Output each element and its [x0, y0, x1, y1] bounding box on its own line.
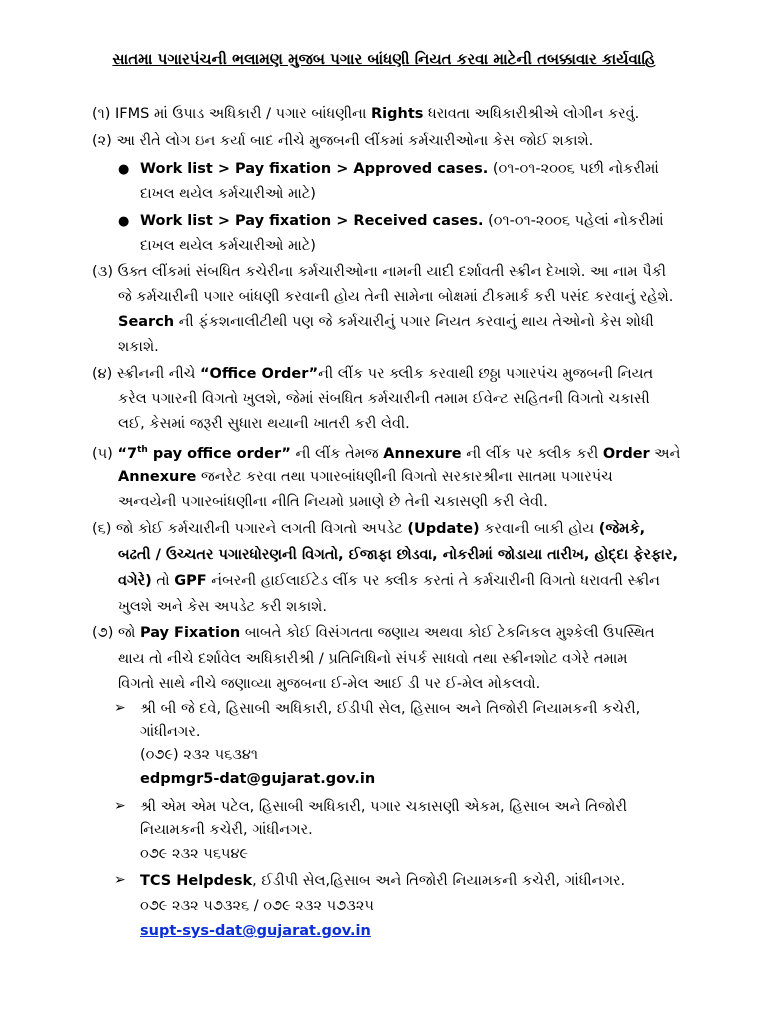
arrowhead-bullet-icon: ➢ — [114, 700, 126, 716]
step-text: બાબતે કોઈ વિસંગતતા જણાય અથવા કોઈ ટેકનિકલ મુશ્કેલી ઉપસ્થિત — [240, 625, 655, 641]
step-text: આ રીતે લોગ ઇન કર્યા બાદ નીચે મુજબની લીંકમાં કર્મચારીઓના કેસ જોઈ શકાશે. — [116, 133, 594, 149]
step-text: જનરેટ કરવા તથા પગારબાંધણીની વિગતો સરકારશ્રીના સાતમા પગારપંચ — [196, 469, 613, 485]
step-4-line-1 — [92, 365, 692, 383]
step-text: ની લીંક તેમજ — [290, 445, 384, 462]
step-6-line-2 — [118, 546, 690, 564]
step-text: જો કોઈ કર્મચારીની પગારને લગતી વિગતો અપડેટ — [116, 521, 408, 537]
step-number: (૩) — [92, 264, 113, 280]
contact-1-email[interactable]: edpmgr5-dat@gujarat.gov.in — [140, 771, 376, 787]
step-5-line-3: અન્વયેની પગારબાંધણીના નીતિ નિયમો પ્રમાણે છે તેની ચકાસણી કરી લેવી. — [118, 494, 548, 510]
step-text: કરવાની બાકી હોય — [479, 521, 599, 537]
step-1 — [92, 105, 692, 123]
step-7-line-1 — [92, 624, 692, 642]
page-title: સાતમા પગારપંચની ભલામણ મુજબ પગાર બાંધણી નિયત કરવા માટેની તબક્કાવાર કાર્યવાહિ — [112, 50, 656, 68]
contact-2-line-1: શ્રી એમ એમ પટેલ, હિસાબી અધિકારી, પગાર ચકાસણી એકમ, હિસાબ અને તિજોરી — [140, 799, 627, 815]
order-term: Order — [602, 445, 650, 462]
step-2 — [92, 132, 692, 150]
contact-2-phone: ૦૭૯ ૨૩૨ ૫૬૫૪૯ — [140, 846, 249, 862]
step-7-line-2: થાય તો નીચે દર્શાવેલ અધિકારીશ્રી / પ્રતિનિધિનો સંપર્ક સાધવો તથા સ્ક્રીનશોટ વગેરે તમામ — [118, 651, 628, 667]
step-number: (૬) — [92, 521, 112, 537]
office-order-term: “Office Order” — [200, 366, 319, 382]
pay-office-order-term: pay office order” — [147, 445, 291, 462]
seventh-pay-term: “7 — [117, 445, 138, 462]
step-3-line-1 — [92, 263, 692, 281]
step-text: ની લીંક પર ક્લીક કરવાથી છઠ્ઠા પગારપંચ મુજબની નિયત — [318, 366, 654, 382]
rights-term: Rights — [370, 106, 424, 122]
bullet-dot-icon: ● — [118, 214, 130, 229]
example-term: (જેમકે, — [598, 521, 646, 537]
step-3-line-4: શકાશે. — [118, 339, 159, 355]
step-5-line-1 — [92, 441, 692, 463]
pay-fixation-term: Pay Fixation — [139, 625, 241, 641]
step-6-line-4: ખુલશે અને કેસ અપડેટ કરી શકાશે. — [118, 599, 327, 615]
search-term: Search — [118, 314, 175, 330]
contact-3-phone: ૦૭૯ ૨૩૨ ૫૭૩૨૬ / ૦૭૯ ૨૩૨ ૫૭૩૨૫ — [140, 898, 374, 914]
contact-1-line-1: શ્રી બી જે દવે, હિસાબી અધિકારી, ઈડીપી સેલ, હિસાબ અને તિજોરી નિયામકની કચેરી, — [140, 701, 641, 717]
step-text: IFMS માં ઉપાડ અધિકારી / પગાર બાંધણીના — [115, 106, 367, 122]
step-4-line-3: લઈ, કેસમાં જરૂરી સુધારા થયાની ખાતરી કરી લેવી. — [118, 416, 410, 432]
examples-list: બઢતી / ઉચ્ચતર પગારધોરણની વિગતો, ઈજાફા છોડવા, નોકરીમાં જોડાયા તારીખ, હોદ્દા ફેરફાર, — [118, 547, 678, 563]
step-4-line-2: કરેલ પગારની વિગતો ખુલશે, જેમાં સંબધિત કર્મચારીની તમામ ઈવેન્ટ સહિતની વિગતો ચકાસી — [118, 391, 650, 407]
bullet-approved-cases-cont: દાખલ થયેલ કર્મચારીઓ માટે) — [140, 186, 316, 202]
step-text: સ્ક્રીનની નીચે — [116, 366, 201, 382]
annexure-term: Annexure — [118, 469, 197, 485]
gpf-term: GPF — [174, 573, 207, 589]
step-3-line-2: જે કર્મચારીની પગાર બાંધણી કરવાની હોય તેની સામેના બોક્ષમાં ટીકમાર્ક કરી પસંદ કરવાનું રહેશે. — [118, 289, 674, 305]
contact-3-line-1 — [140, 872, 690, 890]
step-7-line-3: વિગતો સાથે નીચે જણાવ્યા મુજબના ઈ-મેલ આઈ ડી પર ઈ-મેલ મોકલવો. — [118, 676, 541, 692]
bullet-dot-icon: ● — [118, 162, 130, 177]
bullet-approved-cases — [140, 160, 680, 178]
step-number: (૭) — [92, 625, 114, 641]
step-text: ઉક્ત લીંકમાં સંબધિત કચેરીના કર્મચારીઓના નામની યાદી દર્શાવતી સ્ક્રીન દેખાશે. આ નામ પૈકી — [117, 264, 667, 280]
contact-2-line-2: નિયામકની કચેરી, ગાંધીનગર. — [140, 822, 313, 838]
step-text: જો — [118, 625, 140, 641]
step-5-line-2 — [118, 468, 690, 486]
contact-1-phone: (૦૭૯) ૨૩૨ ૫૬૩૪૧ — [140, 747, 259, 763]
step-text: ની લીંક પર ક્લીક કરી — [461, 445, 603, 462]
bullet-text: (૦૧-૦૧-૨૦૦૬ પછી નોકરીમાં — [488, 161, 659, 177]
superscript: th — [137, 445, 148, 455]
step-number: (૨) — [92, 133, 112, 149]
update-term: (Update) — [407, 521, 480, 537]
tcs-helpdesk-term: TCS Helpdesk — [140, 873, 253, 889]
arrowhead-bullet-icon: ➢ — [114, 798, 126, 814]
etc-term: વગેરે) — [118, 573, 152, 589]
bullet-text: (૦૧-૦૧-૨૦૦૬ પહેલાં નોકરીમાં — [483, 213, 664, 229]
step-text: , ઈડીપી સેલ,હિસાબ અને તિજોરી નિયામકની કચેરી, ગાંધીનગર. — [252, 873, 626, 889]
step-text: અને — [649, 445, 681, 462]
step-number: (૧) — [92, 106, 111, 122]
step-text: ધરાવતા અધિકારીશ્રીએ લોગીન કરવું. — [428, 106, 640, 122]
step-text: ની ફંકશનાલીટીથી પણ જે કર્મચારીનું પગાર નિયત કરવાનું થાય તેઓનો કેસ શોધી — [174, 314, 654, 330]
annexure-term: Annexure — [383, 445, 462, 462]
received-cases-path: Work list > Pay fixation > Received cases. — [140, 213, 484, 229]
contact-1-line-2: ગાંધીનગર. — [140, 724, 201, 740]
bullet-received-cases-cont: દાખલ થયેલ કર્મચારીઓ માટે) — [140, 238, 316, 254]
approved-cases-path: Work list > Pay fixation > Approved cases. — [140, 161, 489, 177]
step-3-line-3 — [118, 313, 690, 331]
step-6-line-1 — [92, 520, 692, 538]
step-text: નંબરની હાઈલાઈટેડ લીંક પર ક્લીક કરતાં તે કર્મચારીની વિગતો ધરાવતી સ્ક્રીન — [206, 573, 660, 589]
step-number: (૫) — [92, 445, 113, 462]
step-6-line-3 — [118, 572, 690, 590]
step-number: (૪) — [92, 366, 113, 382]
arrowhead-bullet-icon: ➢ — [114, 872, 126, 888]
bullet-received-cases — [140, 212, 680, 230]
step-text: તો — [151, 573, 175, 589]
contact-3-email-link[interactable]: supt-sys-dat@gujarat.gov.in — [140, 923, 371, 939]
